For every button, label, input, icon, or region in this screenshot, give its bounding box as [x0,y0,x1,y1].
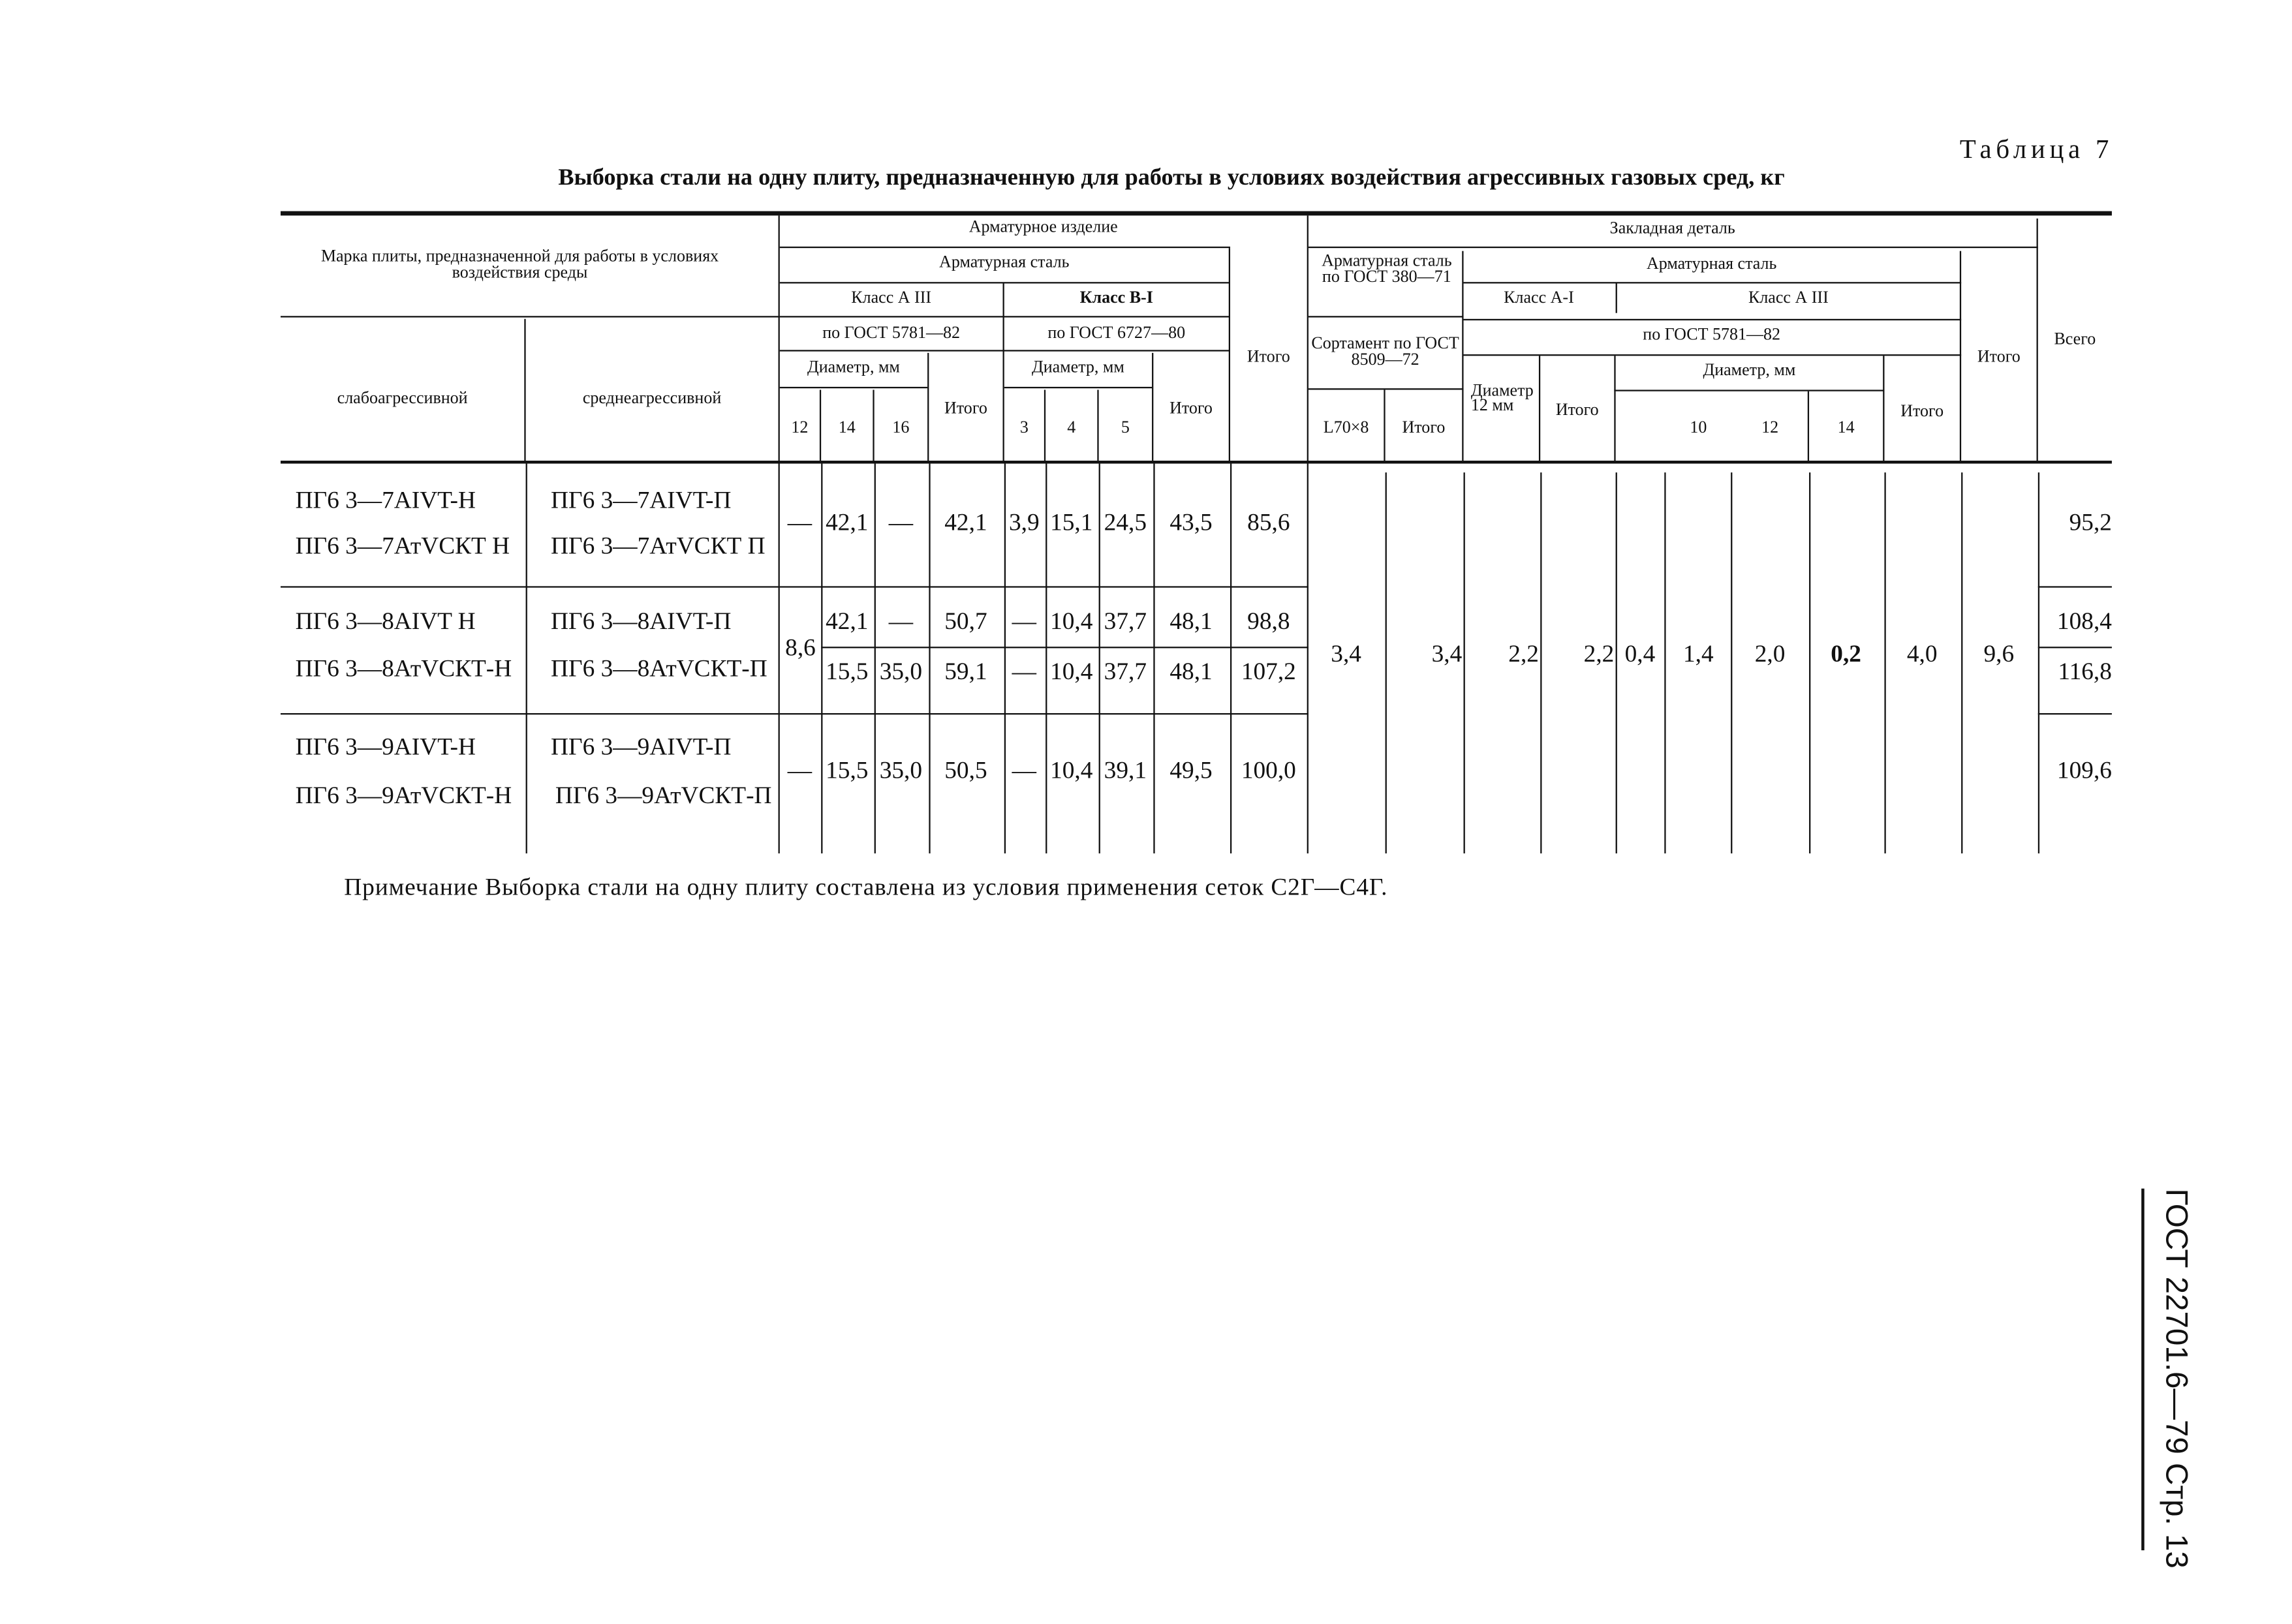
row3-a3-total: 50,5 [944,756,987,784]
emb-total: 9,6 [1983,639,2015,667]
row3-medium-1: ПГ6 3—9AIVT-П [551,732,732,761]
row1-medium-2: ПГ6 3—7АтVСКТ П [551,531,766,560]
emb-a3-10: 1,4 [1682,639,1714,667]
row2a-grand-total: 108,4 [2056,607,2112,636]
row2b-grand-total: 116,8 [2058,656,2112,685]
row2b-b1-5: 37,7 [1104,656,1147,685]
row1-a3-total: 42,1 [944,508,987,536]
embedded-header: Закладная деталь [1609,220,1735,238]
row1-weak-2: ПГ6 3—7АтVСКТ Н [295,531,510,560]
d5-header: 5 [1121,419,1130,437]
row3-b1-total: 49,5 [1169,756,1213,784]
row2a-a3-16: — [888,607,914,636]
reinf-steel-emb-header: Арматурная сталь [1646,255,1777,273]
row2b-b1-3: — [1012,656,1036,685]
row2-weak-1: ПГ6 3—8AIVT Н [295,607,476,636]
row3-a3-16: 35,0 [879,756,923,784]
a1-total-header: Итого [1555,401,1599,420]
side-label-text: ГОСТ 22701.6—79 Стр. 13 [2159,1188,2193,1569]
row2b-a3-14: 15,5 [826,656,869,685]
row2b-b1-total: 48,1 [1169,656,1213,685]
emb-a1-total: 2,2 [1583,639,1615,667]
product-total-header: Итого [1247,348,1290,367]
row2-weak-2: ПГ6 3—8АтVСКТ-Н [295,654,512,682]
d3-header: 3 [1019,419,1029,437]
d14-header: 14 [838,419,856,437]
row2a-a3-14: 42,1 [826,607,869,636]
emb-angle-total: 3,4 [1431,639,1463,667]
gost-5781-header: по ГОСТ 5781—82 [822,324,961,343]
row1-b1-5: 24,5 [1104,508,1147,536]
row1-grand-total: 95,2 [2069,508,2112,536]
emb-a3-extra: 0,4 [1624,639,1656,667]
d14-emb-header: 14 [1837,419,1855,437]
row2a-b1-4: 10,4 [1050,607,1093,636]
row3-a3-14: 15,5 [826,756,869,784]
table-note: Примечание Выборка стали на одну плиту составлена из условия применения сеток С2Г—С4Г. [344,872,1388,901]
embedded-total-header: Итого [1977,348,2021,367]
side-label [2149,1188,2202,1569]
row1-a3-12: — [787,508,813,536]
class-a3-emb-header: Класс А III [1748,289,1829,307]
gost-5781-emb-header: по ГОСТ 5781—82 [1643,326,1781,345]
row2b-a3-16: 35,0 [879,656,923,685]
angle-total-header: Итого [1402,419,1446,437]
emb-a3-14: 0,2 [1831,639,1861,667]
row2a-b1-5: 37,7 [1104,607,1147,636]
row3-a3-12: — [787,756,813,784]
side-rule [2141,1189,2145,1550]
row3-weak-2: ПГ6 3—9АтVСКТ-Н [295,781,512,810]
row1-b1-4: 15,1 [1050,508,1093,536]
emb-a1-12: 2,2 [1508,639,1539,667]
row3-b1-5: 39,1 [1104,756,1147,784]
row1-product-total: 85,6 [1247,508,1290,536]
row2-a3-12: 8,6 [785,633,816,662]
d10-emb-header: 10 [1690,419,1707,437]
row2-medium-2: ПГ6 3—8АтVСКТ-П [551,654,767,682]
reinf-product-header: Арматурное изделие [968,218,1118,237]
row1-a3-16: — [888,508,914,536]
emb-a3-total: 4,0 [1906,639,1938,667]
gost-6727-header: по ГОСТ 6727—80 [1047,324,1186,343]
diameter-a3-header: Диаметр, мм [807,358,900,377]
row2b-b1-4: 10,4 [1050,656,1093,685]
row3-medium-2: ПГ6 3—9АтVСКТ-П [555,781,772,810]
row3-weak-1: ПГ6 3—9AIVT-Н [295,732,476,761]
row3-product-total: 100,0 [1241,756,1296,784]
weak-header: слабоагрессивной [337,390,468,408]
d12-header: 12 [791,419,809,437]
reinf-steel-header: Арматурная сталь [939,254,1070,272]
row1-b1-3: 3,9 [1008,508,1040,536]
angle-header: L70×8 [1323,419,1369,437]
steel-gost380-header: Арматурная сталь по ГОСТ 380—71 [1322,252,1452,287]
row3-b1-4: 10,4 [1050,756,1093,784]
class-a3-header: Класс А III [851,289,932,307]
row2a-a3-total: 50,7 [944,607,987,636]
grand-total-header: Всего [2054,330,2096,349]
row2-medium-1: ПГ6 3—8AIVT-П [551,607,732,636]
row2b-product-total: 107,2 [1241,656,1296,685]
a3-total-header: Итого [944,400,987,418]
row2a-product-total: 98,8 [1247,607,1290,636]
row1-b1-total: 43,5 [1169,508,1213,536]
row1-a3-14: 42,1 [826,508,869,536]
table-label: Таблица 7 [1959,134,2114,164]
emb-angle: 3,4 [1331,639,1361,667]
row2a-b1-3: — [1012,607,1036,636]
class-a1-header: Класс А-I [1504,289,1574,307]
medium-header: среднеагрессивной [582,390,722,408]
diameter-b1-header: Диаметр, мм [1031,358,1124,377]
diam12-header: Диаметр 12 мм [1470,382,1534,415]
d12-emb-header: 12 [1761,419,1779,437]
class-b1-header: Класс В-I [1079,289,1153,307]
row2b-a3-total: 59,1 [944,656,987,685]
d4-header: 4 [1067,419,1076,437]
mark-group-header: Марка плиты, предназначенной для работы в условиях воздействия среды [320,248,719,283]
row1-medium-1: ПГ6 3—7AIVT-П [551,485,732,514]
b1-total-header: Итого [1169,400,1213,418]
a3-emb-total-header: Итого [1900,403,1944,421]
emb-a3-12: 2,0 [1754,639,1786,667]
row3-grand-total: 109,6 [2056,756,2112,784]
d16-header: 16 [892,419,910,437]
table-title: Выборка стали на одну плиту, предназначенную для работы в условиях воздействия агрессивных газовых сред, кг [558,165,1785,191]
row2a-b1-total: 48,1 [1169,607,1213,636]
diameter-emb-header: Диаметр, мм [1703,361,1796,380]
row3-b1-3: — [1012,756,1036,784]
row1-weak-1: ПГ6 3—7AIVT-Н [295,485,476,514]
sortament-header: Сортамент по ГОСТ 8509—72 [1311,335,1459,369]
